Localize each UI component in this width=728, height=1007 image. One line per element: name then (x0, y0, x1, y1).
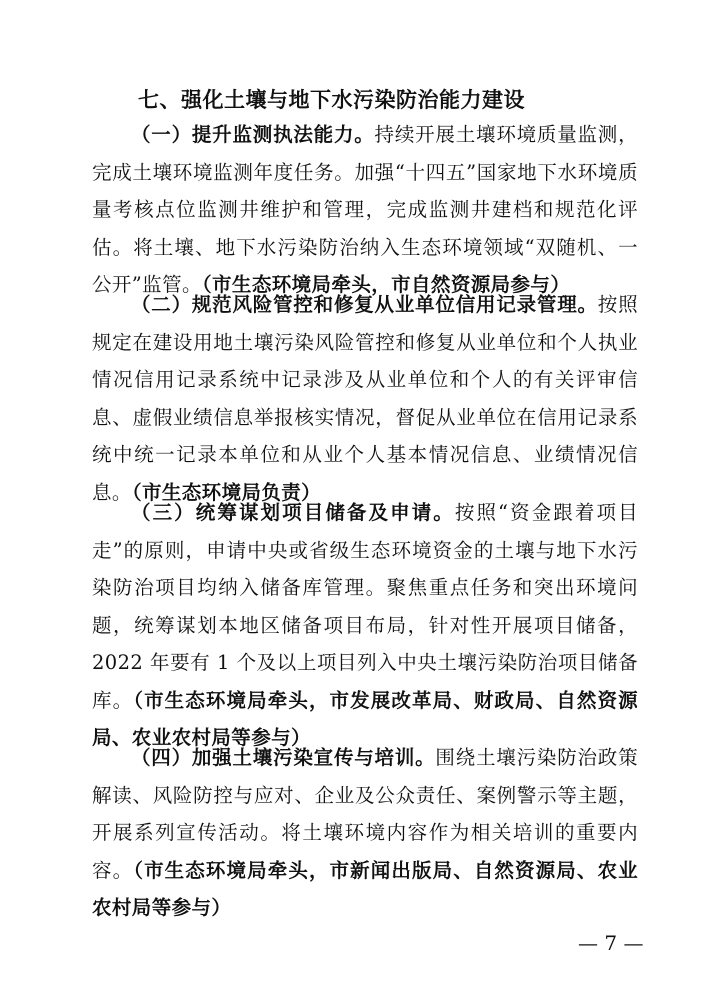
paragraph-publicity-training (92, 739, 638, 927)
paragraph-body: 持续开展土壤环境质量监测，完成土壤环境监测年度任务。加强“十四五”国家地下水环境质量考核点位监测井维护和管理，完成监测井建档和规范化评估。将土壤、地下水污染防治纳入生态环境领域“双随机、一公开”监管。 (92, 123, 638, 296)
paragraph-body: 按照规定在建设用地土壤污染风险管控和修复从业单位和个人执业情况信用记录系统中记录涉及从业单位和个人的有关评审信息、虚假业绩信息举报核实情况，督促从业单位在信用记录系统中统一记录本单位和从业个人基本情况信息、业绩情况信息。 (92, 293, 638, 504)
paragraph-body: 按照“资金跟着项目走”的原则，申请中央或省级生态环境资金的土壤与地下水污染防治项目均纳入储备库管理。聚焦重点任务和突出环境问题，统筹谋划本地区储备项目布局，针对性开展项目储备，2022 年要有 1 个及以上项目列入中央土壤污染防治项目储备库。 (92, 501, 638, 712)
paragraph-lead: （二）规范风险管控和修复从业单位信用记录管理。 (131, 293, 598, 316)
responsibility-note: （市生态环境局牵头，市自然资源局参与） (201, 273, 571, 296)
paragraph-credit-records (92, 286, 638, 511)
paragraph-lead: （三）统筹谋划项目储备及申请。 (131, 501, 455, 524)
paragraph-lead: （四）加强土壤污染宣传与培训。 (131, 746, 436, 769)
section-heading: 七、强化土壤与地下水污染防治能力建设 (138, 88, 525, 112)
paragraph-body: 围绕土壤污染防治政策解读、风险防控与应对、企业及公众责任、案例警示等主题，开展系列宣传活动。将土壤环境内容作为相关培训的重要内容。 (92, 746, 638, 882)
page-number: — 7 — (578, 931, 644, 955)
paragraph-monitoring (92, 116, 638, 304)
paragraph-lead: （一）提升监测执法能力。 (131, 123, 375, 146)
responsibility-note: （市生态环境局牵头，市新闻出版局、自然资源局、农业农村局等参与） (92, 858, 638, 919)
responsibility-note: （市生态环境局牵头，市发展改革局、财政局、自然资源局、农业农村局等参与） (92, 688, 638, 749)
responsibility-note: （市生态环境局负责） (131, 480, 322, 504)
paragraph-project-reserve (92, 494, 638, 757)
